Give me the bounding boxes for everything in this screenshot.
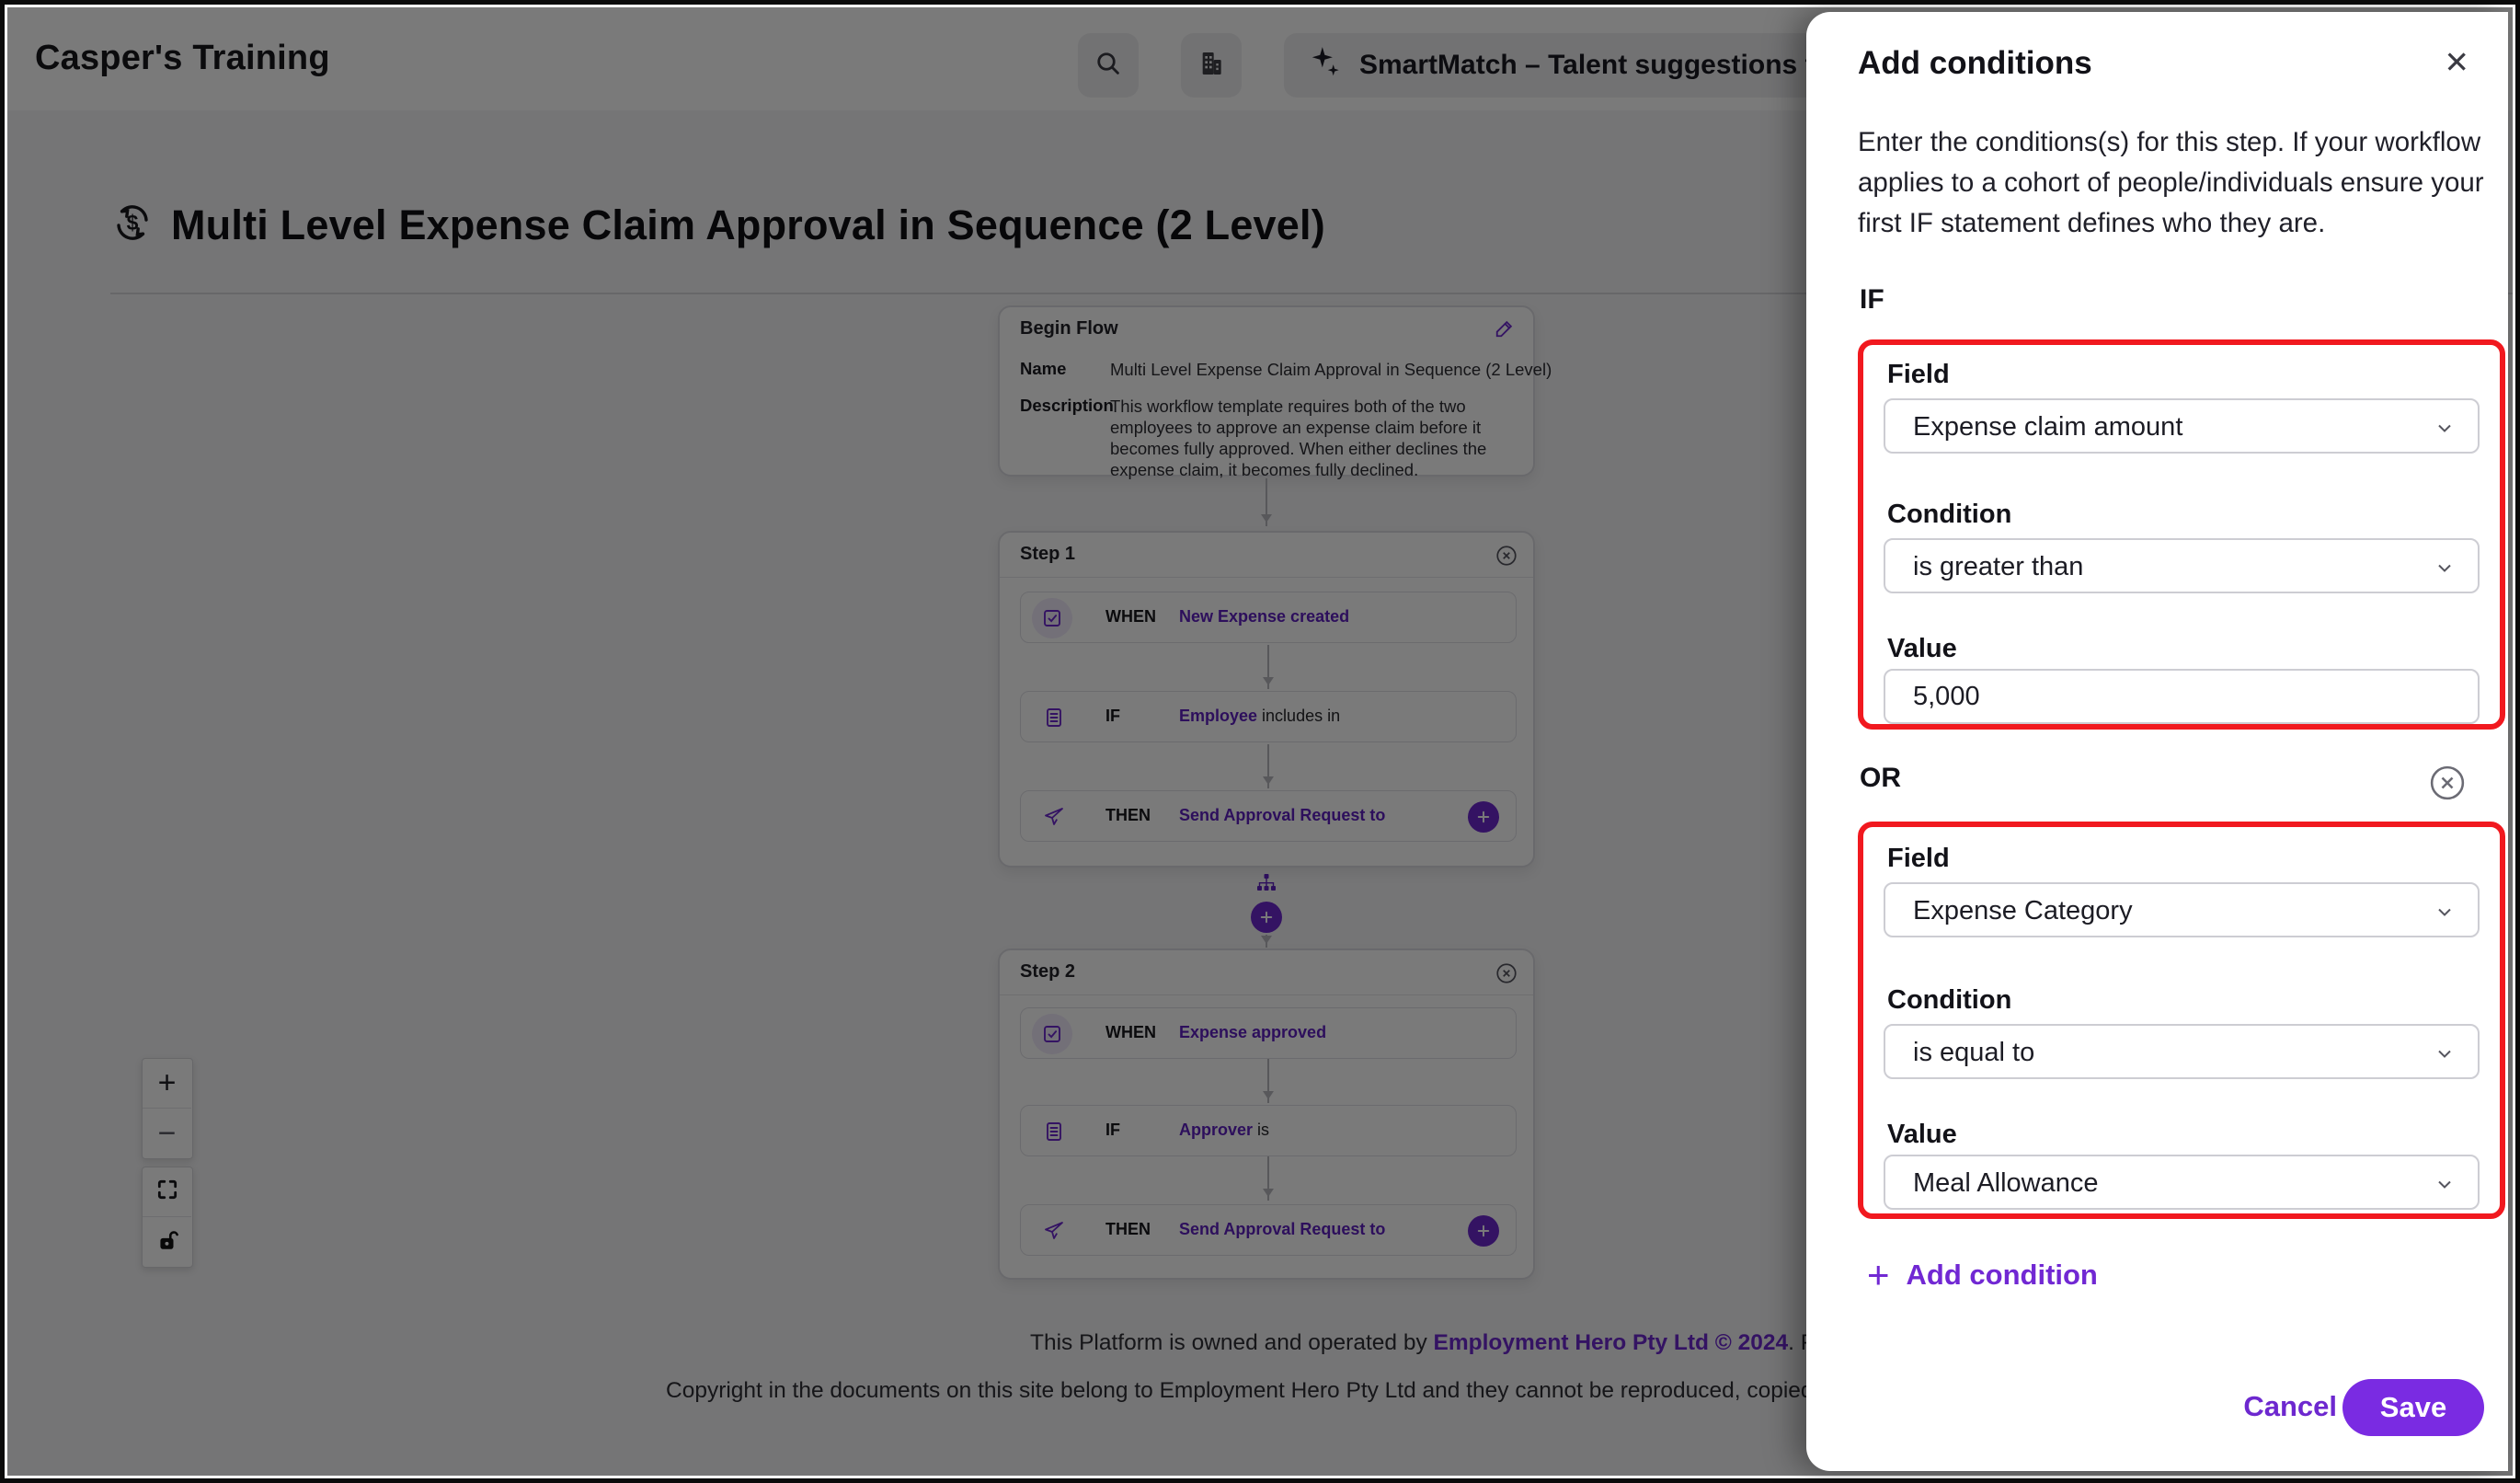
field-select[interactable]: Expense Category bbox=[1884, 882, 2480, 937]
field-select[interactable]: Expense claim amount bbox=[1884, 398, 2480, 454]
condition-select[interactable]: is greater than bbox=[1884, 538, 2480, 593]
or-connector-label: OR bbox=[1860, 763, 1901, 793]
if-connector-label: IF bbox=[1860, 284, 1884, 315]
window-frame bbox=[5, 5, 2515, 1478]
plus-icon: + bbox=[1867, 1253, 1890, 1296]
chevron-down-icon bbox=[2434, 1042, 2456, 1069]
chevron-down-icon bbox=[2434, 1173, 2456, 1200]
add-conditions-panel bbox=[1806, 12, 2508, 1471]
close-icon[interactable]: ✕ bbox=[2444, 45, 2469, 79]
if-condition-group bbox=[1858, 339, 2505, 730]
remove-or-group-icon[interactable] bbox=[2427, 763, 2468, 808]
condition-label: Condition bbox=[1887, 985, 2012, 1015]
save-button[interactable]: Save bbox=[2342, 1379, 2484, 1436]
chevron-down-icon bbox=[2434, 901, 2456, 927]
value-input[interactable] bbox=[1884, 669, 2480, 724]
or-condition-group bbox=[1858, 822, 2505, 1219]
field-label: Field bbox=[1887, 844, 1950, 873]
add-condition-button[interactable]: + Add condition bbox=[1867, 1253, 2098, 1296]
value-label: Value bbox=[1887, 1120, 1957, 1149]
value-select[interactable]: Meal Allowance bbox=[1884, 1155, 2480, 1210]
field-label: Field bbox=[1887, 360, 1950, 389]
chevron-down-icon bbox=[2434, 557, 2456, 583]
panel-title: Add conditions bbox=[1858, 45, 2092, 81]
value-label: Value bbox=[1887, 634, 1957, 663]
panel-description: Enter the conditions(s) for this step. If your workflow applies to a cohort of people/individuals ensure your first IF statement defines who they are. bbox=[1858, 127, 2484, 238]
cancel-button[interactable]: Cancel bbox=[2243, 1390, 2337, 1422]
condition-label: Condition bbox=[1887, 500, 2012, 529]
chevron-down-icon bbox=[2434, 417, 2456, 443]
condition-select[interactable]: is equal to bbox=[1884, 1024, 2480, 1079]
